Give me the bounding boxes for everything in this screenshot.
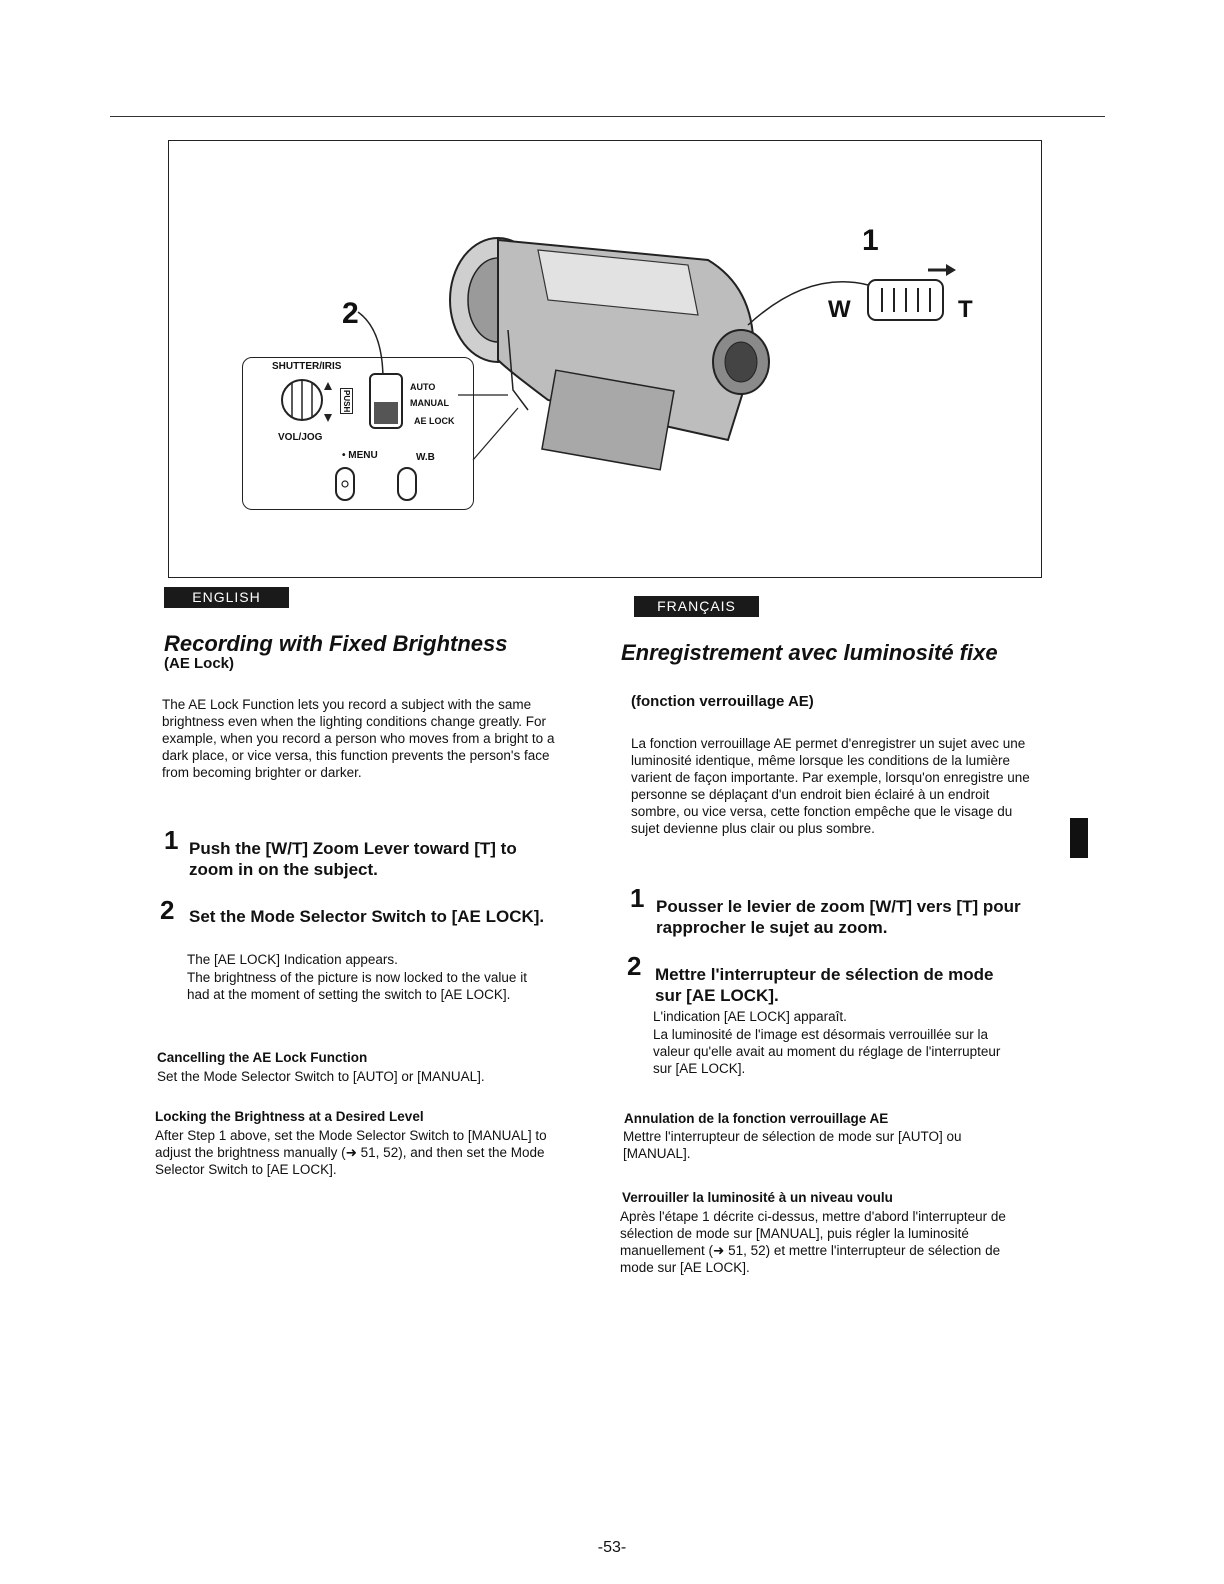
french-lock-text: Après l'étape 1 décrite ci-dessus, mettre d'abord l'interrupteur de sélection de mode sur [MANUAL], puis régler la luminosité manuellement (➜ 51, 52) et mettre l'interrupteur de sélection de mode sur [AE LOCK]. [620, 1209, 1006, 1275]
french-step1-text: Pousser le levier de zoom [W/T] vers [T] pour rapprocher le sujet au zoom. [656, 897, 1021, 937]
english-intro: The AE Lock Function lets you record a subject with the same brightness even when the lighting conditions change greatly. For example, when you record a person who moves from a bright to a dark place, or vice versa, this function prevents the person's face from becoming brighter or darker. [162, 697, 555, 780]
zoom-t-label: T [958, 296, 973, 323]
english-badge: ENGLISH [164, 587, 289, 608]
english-cancel-heading: Cancelling the AE Lock Function [157, 1050, 368, 1065]
auto-label: AUTO [410, 382, 436, 392]
french-step2-text: Mettre l'interrupteur de sélection de mode sur [AE LOCK]. [655, 965, 994, 1005]
english-step2-detail1: The [AE LOCK] Indication appears. [187, 952, 398, 967]
wb-label: W.B [416, 452, 435, 463]
manual-label: MANUAL [410, 398, 449, 408]
french-lock-heading: Verrouiller la luminosité à un niveau voulu [622, 1190, 893, 1205]
ae-lock-label: AE LOCK [414, 416, 455, 426]
english-subtitle: (AE Lock) [164, 655, 235, 672]
french-cancel-heading: Annulation de la fonction verrouillage AE [624, 1111, 889, 1126]
english-lock-text: After Step 1 above, set the Mode Selector Switch to [MANUAL] to adjust the brightness manually (➜ 51, 52), and then set the Mode Selector Switch to [AE LOCK]. [155, 1128, 547, 1177]
panel-buttons [332, 466, 442, 506]
english-step2-text: Set the Mode Selector Switch to [AE LOCK]. [189, 907, 545, 926]
jog-dial-icon [278, 374, 336, 430]
mode-selector-switch-icon [368, 372, 408, 432]
french-title: Enregistrement avec luminosité fixe [621, 640, 998, 665]
english-step2-detail2: The brightness of the picture is now locked to the value it had at the moment of setting the switch to [AE LOCK]. [187, 970, 527, 1002]
french-step2-number: 2 [627, 951, 642, 981]
shutter-iris-label: SHUTTER/IRIS [272, 361, 342, 372]
english-title: Recording with Fixed Brightness [164, 631, 508, 656]
french-cancel-text: Mettre l'interrupteur de sélection de mode sur [AUTO] ou [MANUAL]. [623, 1129, 962, 1161]
french-step2-detail1: L'indication [AE LOCK] apparaît. [653, 1009, 847, 1024]
callout-step-2: 2 [342, 297, 359, 330]
english-cancel-text: Set the Mode Selector Switch to [AUTO] or [MANUAL]. [157, 1069, 485, 1084]
french-subtitle: (fonction verrouillage AE) [631, 693, 814, 710]
camcorder-icon [450, 238, 769, 470]
zoom-lever-icon [868, 280, 943, 320]
header-rule [110, 116, 1105, 117]
english-step1-number: 1 [164, 825, 179, 855]
menu-label: • MENU [342, 450, 378, 461]
page-number: -53- [597, 1539, 627, 1556]
vol-jog-label: VOL/JOG [278, 432, 323, 443]
french-badge: FRANÇAIS [634, 596, 759, 617]
english-step2-number: 2 [160, 895, 175, 925]
menu-button-icon [336, 468, 354, 500]
french-step2-detail2: La luminosité de l'image est désormais verrouillée sur la valeur qu'elle avait au moment du réglage de l'interrupteur sur [AE LOCK]. [653, 1027, 1001, 1076]
wb-button-icon [398, 468, 416, 500]
callout-step-1: 1 [862, 224, 879, 257]
french-intro: La fonction verrouillage AE permet d'enregistrer un sujet avec une luminosité identique, même lorsque les conditions de la lumière varient de façon importante. Par exemple, lorsqu'on enregistre une personne se déplaçant d'un endroit bien éclairé à un endroit sombre, ou vice versa, cette fonction empêche que le visage du sujet devienne plus clair ou plus sombre. [631, 736, 1030, 836]
page-edge-marker [1070, 818, 1088, 858]
english-step1-text: Push the [W/T] Zoom Lever toward [T] to zoom in on the subject. [189, 839, 517, 879]
english-lock-heading: Locking the Brightness at a Desired Level [155, 1109, 424, 1124]
zoom-w-label: W [828, 296, 851, 323]
push-label: PUSH [342, 390, 351, 413]
arrow-right-icon [928, 264, 956, 276]
french-step1-number: 1 [630, 883, 645, 913]
